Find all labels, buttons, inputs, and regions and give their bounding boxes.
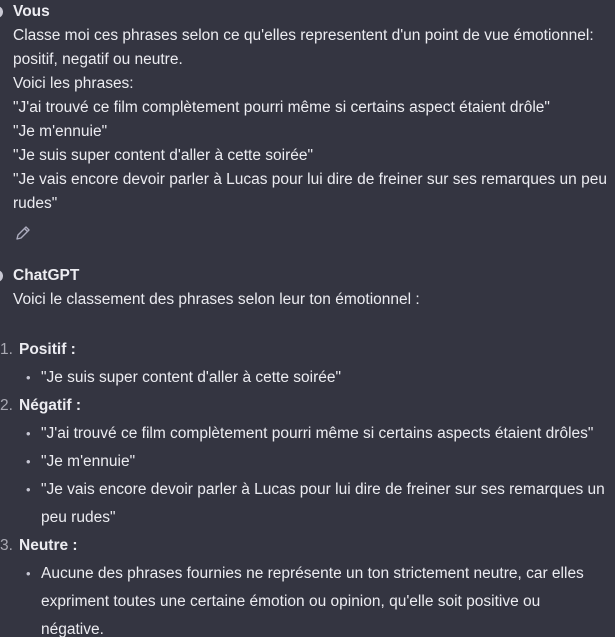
category-negatif (0, 392, 615, 420)
list-item-text: "Je suis super content d'aller à cette soirée" (41, 369, 342, 386)
category-number: 2. (0, 397, 13, 414)
list-item-text: • Aucune des phrases fournies ne représente un ton strictement neutre, car elles (41, 565, 584, 582)
list-item (0, 476, 615, 532)
assistant-author-name: ChatGPT (13, 267, 80, 284)
list-item-text: peu rudes" (41, 509, 116, 526)
pencil-icon[interactable] (14, 224, 32, 242)
list-item-text: "J'ai trouvé ce film complètement pourri même si certains aspects étaient drôles" (41, 425, 594, 442)
list-item (0, 420, 615, 448)
list-item (0, 560, 615, 637)
user-line: "Je m'ennuie" (13, 123, 108, 140)
category-number: 3. (0, 537, 13, 554)
list-item-text: expriment toutes une certaine émotion ou opinion, qu'elle soit positive ou (41, 593, 541, 610)
user-line: "Je suis super content d'aller à cette soirée" (13, 147, 314, 164)
category-label: Négatif : (19, 397, 81, 414)
user-line: Classe moi ces phrases selon ce qu'elles representent d'un point de vue émotionnel: (13, 27, 594, 44)
list-item-text: négative. (41, 621, 104, 637)
category-number: 1. (0, 341, 13, 358)
user-avatar (0, 6, 3, 18)
list-item (0, 364, 615, 392)
user-message-text (13, 24, 615, 216)
category-label: Neutre : (19, 537, 78, 554)
user-line: positif, negatif ou neutre. (13, 51, 183, 68)
list-item-text: • "Je vais encore devoir parler à Lucas pour lui dire de freiner sur ses remarques un (41, 481, 605, 498)
category-positif (0, 336, 615, 364)
user-line: "Je vais encore devoir parler à Lucas pour lui dire de freiner sur ses remarques un peu (13, 171, 607, 188)
category-neutre (0, 532, 615, 560)
user-line: rudes" (13, 195, 58, 212)
assistant-intro: Voici le classement des phrases selon leur ton émotionnel : (13, 291, 420, 308)
user-author-name: Vous (13, 3, 50, 20)
list-item (0, 448, 615, 476)
user-line: "J'ai trouvé ce film complètement pourri même si certains aspect étaient drôle" (13, 99, 550, 116)
user-line: Voici les phrases: (13, 75, 134, 92)
list-item-text: "Je m'ennuie" (41, 453, 136, 470)
classification-list (0, 336, 615, 637)
assistant-avatar (0, 270, 3, 282)
category-label: Positif : (19, 341, 76, 358)
